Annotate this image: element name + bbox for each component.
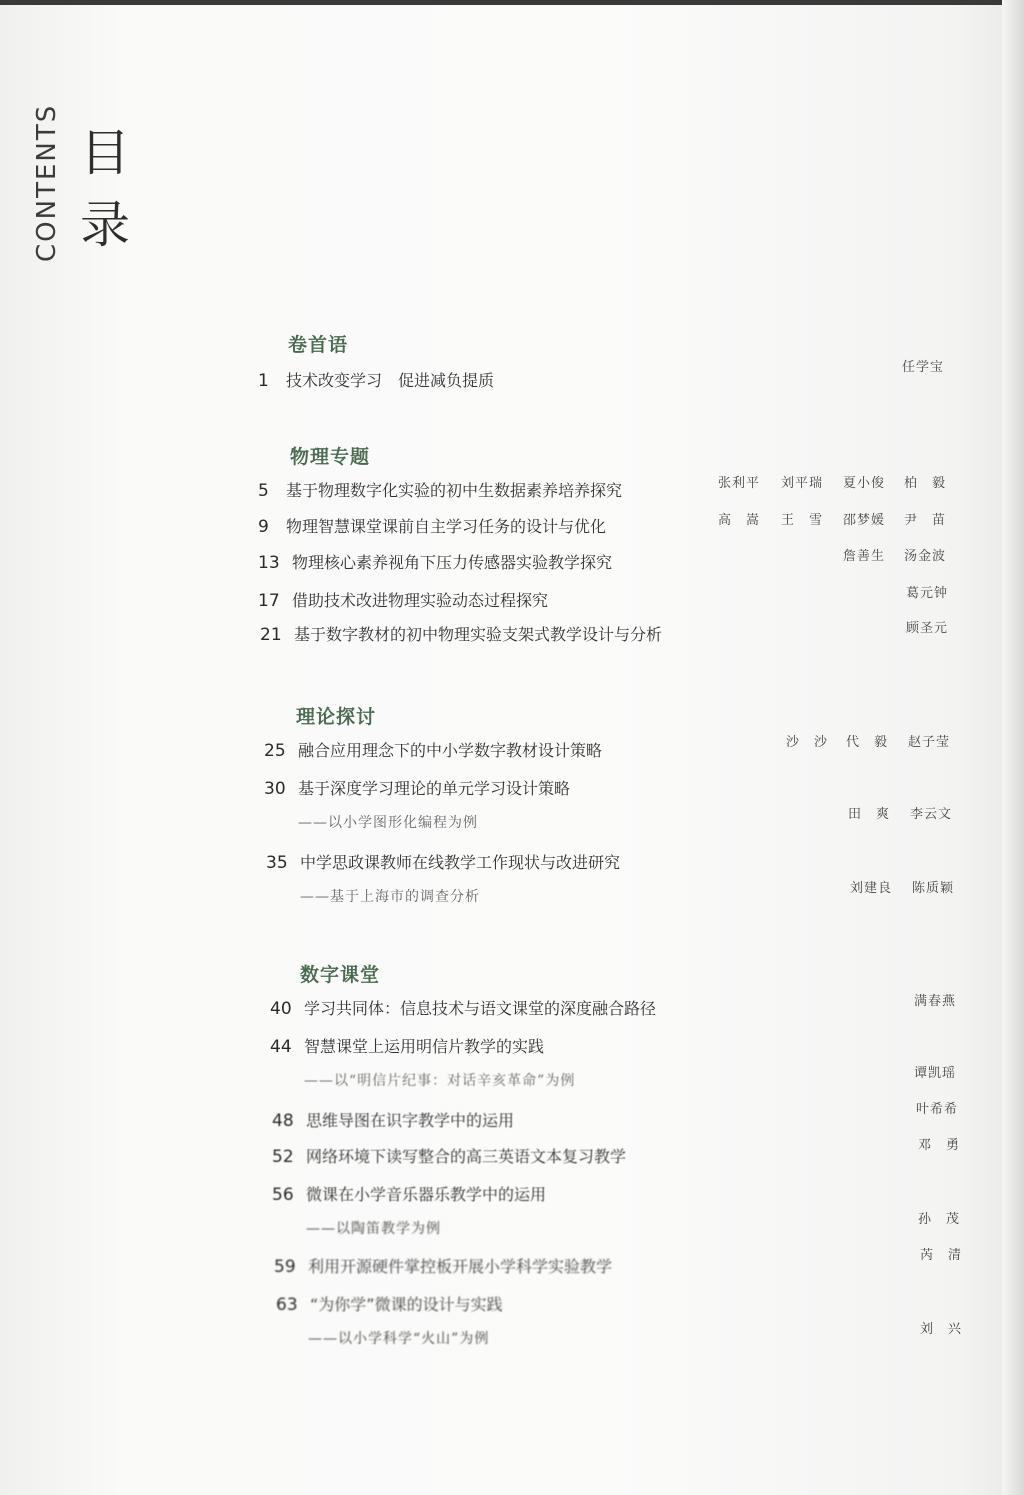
entry-page: 9 [258,517,269,537]
entry-page: 13 [258,553,280,573]
entry-page: 1 [258,371,269,391]
entry-title: 借助技术改进物理实验动态过程探究 [292,591,549,610]
entry-page: 5 [258,481,269,501]
entry-page: 40 [270,999,292,1019]
entry-author: 高 嵩 [718,513,761,528]
contents-vertical-label: CONTENTS [32,103,62,262]
entry-author: 柏 毅 [904,476,947,491]
entry-subtitle: ——以陶笛教学为例 [306,1221,441,1237]
entry-page: 35 [266,853,288,873]
entry-title: 学习共同体：信息技术与语文课堂的深度融合路径 [304,999,657,1018]
entry-page: 52 [272,1147,294,1167]
page-right-edge [1002,0,1024,1495]
toc-entry [270,1034,544,1057]
entry-author: 汤金波 [904,549,947,564]
entry-author: 张利平 [718,476,761,491]
entry-title: 物理核心素养视角下压力传感器实验教学探究 [292,553,613,572]
entry-author: 刘 兴 [920,1322,963,1337]
entry-title: 中学思政课教师在线教学工作现状与改进研究 [300,853,621,872]
toc-entry [274,1254,612,1277]
entry-subtitle: ——以“明信片纪事：对话辛亥革命”为例 [304,1073,576,1089]
toc-entry [258,514,606,537]
entry-page: 17 [258,591,280,611]
entry-author: 田 爽 [848,807,891,822]
entry-author: 代 毅 [846,735,889,750]
toc-entry [270,996,656,1019]
toc-entry [266,850,620,873]
entry-author: 李云文 [910,807,953,822]
entry-page: 25 [264,741,286,761]
entry-title: 融合应用理念下的中小学数字教材设计策略 [298,741,603,760]
entry-title: 技术改变学习 促进减负提质 [286,371,495,390]
entry-page: 21 [260,625,282,645]
toc-entry [260,622,662,645]
entry-author: 邵梦媛 [843,513,886,528]
entry-author: 沙 沙 [786,735,829,750]
title-char-lu: 录 [80,196,130,254]
toc-entry [258,588,548,611]
entry-subtitle: ——以小学科学“火山”为例 [308,1331,490,1347]
entry-page: 56 [272,1185,294,1205]
section-title: 数字课堂 [300,964,381,986]
entry-title: “为你学”微课的设计与实践 [310,1295,503,1314]
entry-author: 任学宝 [902,360,945,375]
entry-title: 基于物理数字化实验的初中生数据素养培养探究 [286,481,623,500]
entry-author: 夏小俊 [843,476,886,491]
entry-author: 葛元钟 [906,586,949,601]
entry-author: 王 雪 [781,513,824,528]
entry-author: 顾圣元 [906,621,949,636]
entry-page: 48 [272,1111,294,1131]
section-title: 物理专题 [290,446,371,468]
toc-entry [258,368,494,391]
section-title: 理论探讨 [296,706,377,728]
toc-entry [258,550,612,573]
entry-page: 63 [276,1295,298,1315]
toc-entry [272,1108,514,1131]
toc-entry [264,776,570,799]
entry-author: 刘平瑞 [781,476,824,491]
entry-author: 邓 勇 [918,1138,961,1153]
entry-author: 叶希希 [916,1102,959,1117]
toc-entry [272,1144,626,1167]
entry-title: 利用开源硬件掌控板开展小学科学实验教学 [308,1257,613,1276]
entry-page: 30 [264,779,286,799]
entry-title: 基于数字教材的初中物理实验支架式教学设计与分析 [294,625,663,644]
entry-page: 59 [274,1257,296,1277]
entry-title: 网络环境下读写整合的高三英语文本复习教学 [306,1147,627,1166]
entry-author: 孙 茂 [918,1212,961,1227]
page-top-edge [0,0,1024,5]
entry-subtitle: ——基于上海市的调查分析 [300,889,480,905]
entry-title: 智慧课堂上运用明信片教学的实践 [304,1037,545,1056]
entry-author: 芮 清 [920,1248,963,1263]
title-char-mu: 目 [80,124,130,182]
entry-title: 微课在小学音乐器乐教学中的运用 [306,1185,547,1204]
entry-author: 陈质颖 [912,881,955,896]
toc-entry [276,1292,503,1315]
entry-title: 思维导图在识字教学中的运用 [306,1111,515,1130]
entry-author: 詹善生 [843,549,886,564]
entry-author: 谭凯瑶 [914,1066,957,1081]
entry-page: 44 [270,1037,292,1057]
section-title: 卷首语 [288,334,349,356]
entry-title: 物理智慧课堂课前自主学习任务的设计与优化 [286,517,607,536]
entry-author: 满春燕 [914,994,957,1009]
entry-subtitle: ——以小学图形化编程为例 [298,815,478,831]
entry-author: 尹 苗 [904,513,947,528]
toc-entry [272,1182,546,1205]
entry-title: 基于深度学习理论的单元学习设计策略 [298,779,571,798]
toc-entry [264,738,602,761]
entry-author: 刘建良 [850,881,893,896]
toc-entry [258,478,622,501]
entry-author: 赵子莹 [908,735,951,750]
